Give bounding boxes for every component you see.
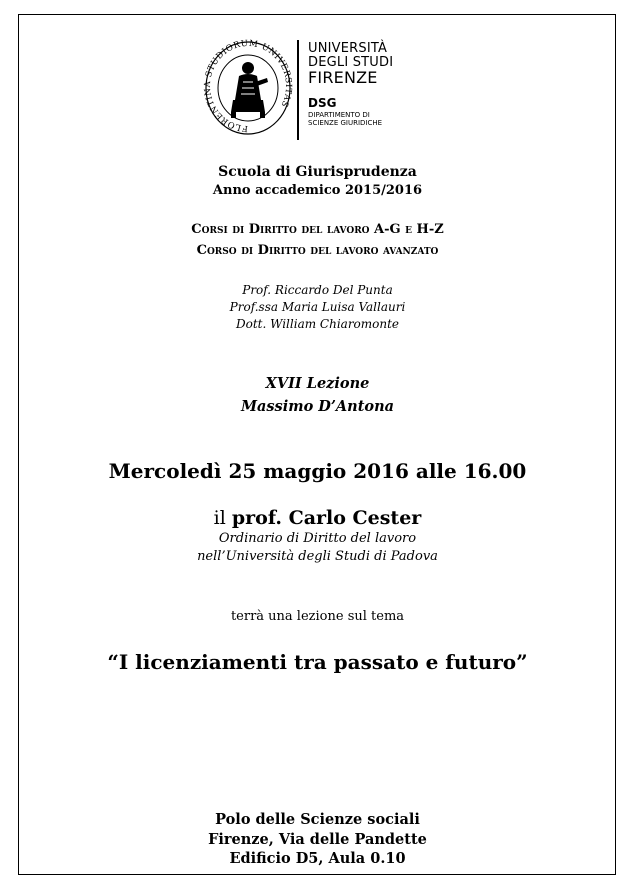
topic-intro: terrà una lezione sul tema xyxy=(230,609,405,624)
location-line-1: Polo delle Scienze sociali xyxy=(215,811,420,828)
university-line-3: FIRENZE xyxy=(308,68,378,87)
speaker-role-line-1: Ordinario di Diritto del lavoro xyxy=(218,531,417,546)
lecture-number: XVII Lezione xyxy=(265,375,370,392)
department-name xyxy=(308,111,382,127)
lecture-name: Massimo D’Antona xyxy=(240,398,395,415)
seal-text: FLORENTINA STUDIORUM UNIVERSITAS xyxy=(203,38,293,134)
courses-line-2: Corso di Diritto del lavoro avanzato xyxy=(196,243,439,258)
logo-divider xyxy=(297,40,299,140)
university-name xyxy=(308,42,393,86)
courses-line-1: Corsi di Diritto del lavoro A-G e H-Z xyxy=(191,222,444,237)
university-line-2: DEGLI STUDI xyxy=(308,54,394,70)
topic-title: “I licenziamenti tra passato e futuro” xyxy=(107,650,528,674)
department-line-2: SCIENZE GIURIDICHE xyxy=(308,119,383,127)
speaker xyxy=(0,507,635,529)
professor-2: Prof.ssa Maria Luisa Vallauri xyxy=(229,300,406,314)
university-seal-icon xyxy=(203,38,293,138)
university-line-1: UNIVERSITÀ xyxy=(308,41,388,56)
professor-1: Prof. Riccardo Del Punta xyxy=(242,283,393,297)
speaker-name: prof. Carlo Cester xyxy=(231,507,422,529)
professor-3: Dott. William Chiaromonte xyxy=(235,317,400,331)
speaker-role-line-2: nell’Università degli Studi di Padova xyxy=(197,549,438,564)
department-line-1: DIPARTIMENTO DI xyxy=(308,111,370,119)
event-datetime: Mercoledì 25 maggio 2016 alle 16.00 xyxy=(108,459,527,483)
academic-year: Anno accademico 2015/2016 xyxy=(212,183,423,198)
school-name: Scuola di Giurisprudenza xyxy=(218,164,417,180)
university-logo xyxy=(203,38,403,144)
location-line-3: Edificio D5, Aula 0.10 xyxy=(229,850,406,867)
location-line-2: Firenze, Via delle Pandette xyxy=(208,831,427,848)
speaker-prefix: il xyxy=(213,507,232,529)
department-abbreviation: DSG xyxy=(308,96,337,110)
